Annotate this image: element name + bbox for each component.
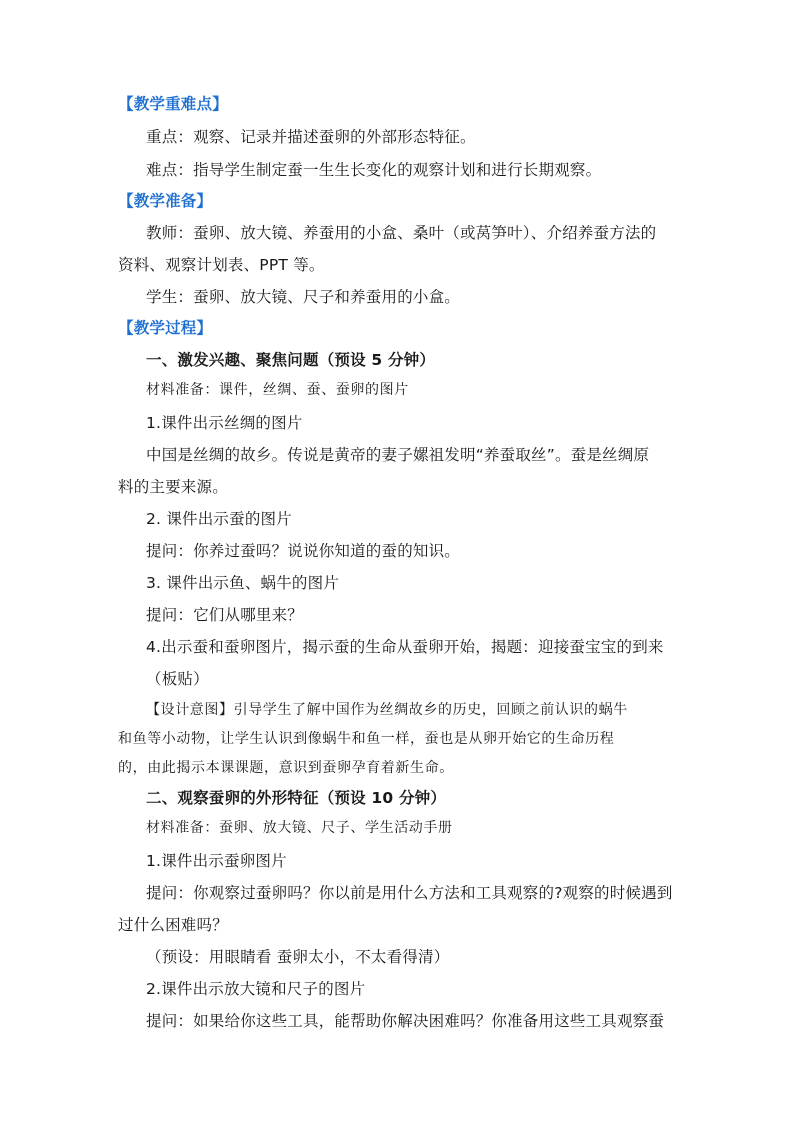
section1-step4-line2: （板贴） bbox=[146, 670, 209, 688]
heading-preparation: 【教学准备】 bbox=[118, 192, 213, 210]
section1-step1-text2: 料的主要来源。 bbox=[118, 478, 228, 496]
section2-step2-text1: 提问：如果给你这些工具，能帮助你解决困难吗？你准备用这些工具观察蚕 bbox=[146, 1012, 665, 1030]
section2-step2: 2.课件出示放大镜和尺子的图片 bbox=[146, 980, 366, 998]
section1-step2-text: 提问：你养过蚕吗？说说你知道的蚕的知识。 bbox=[146, 542, 461, 560]
section1-step1-text1: 中国是丝绸的故乡。传说是黄帝的妻子嫘祖发明“养蚕取丝”。蚕是丝绸原 bbox=[146, 446, 650, 464]
section2-step1-text1: 提问：你观察过蚕卵吗？你以前是用什么方法和工具观察的?观察的时候遇到 bbox=[146, 884, 673, 902]
section1-design-line3: 的，由此揭示本课课题，意识到蚕卵孕育着新生命。 bbox=[118, 760, 454, 776]
teacher-prep-line1: 教师：蚕卵、放大镜、养蚕用的小盒、桑叶（或莴笋叶）、介绍养蚕方法的 bbox=[146, 224, 657, 242]
section1-step1: 1.课件出示丝绸的图片 bbox=[146, 414, 303, 432]
section1-design-line2: 和鱼等小动物，让学生认识到像蜗牛和鱼一样，蚕也是从卵开始它的生命历程 bbox=[118, 731, 615, 747]
section1-title: 一、激发兴趣、聚焦问题（预设 5 分钟） bbox=[146, 351, 436, 369]
section1-design-line1: 【设计意图】引导学生了解中国作为丝绸故乡的历史，回顾之前认识的蜗牛 bbox=[146, 702, 628, 718]
section2-step1-preset: （预设：用眼睛看 蚕卵太小，不太看得清） bbox=[146, 948, 450, 966]
section2-materials: 材料准备：蚕卵、放大镜、尺子、学生活动手册 bbox=[146, 820, 453, 836]
section1-step2: 2. 课件出示蚕的图片 bbox=[146, 510, 292, 528]
section2-title: 二、观察蚕卵的外形特征（预设 10 分钟） bbox=[146, 789, 447, 807]
section1-step3-text: 提问：它们从哪里来？ bbox=[146, 606, 304, 624]
section2-step1-text2: 过什么困难吗？ bbox=[118, 916, 228, 934]
section1-step4-line1: 4.出示蚕和蚕卵图片，揭示蚕的生命从蚕卵开始，揭题：迎接蚕宝宝的到来 bbox=[146, 638, 664, 656]
section1-step3: 3. 课件出示鱼、蜗牛的图片 bbox=[146, 574, 340, 592]
key-point-text: 重点：观察、记录并描述蚕卵的外部形态特征。 bbox=[146, 128, 476, 146]
student-prep-text: 学生：蚕卵、放大镜、尺子和养蚕用的小盒。 bbox=[146, 288, 461, 306]
hard-point-text: 难点：指导学生制定蚕一生生长变化的观察计划和进行长期观察。 bbox=[146, 161, 602, 179]
heading-process: 【教学过程】 bbox=[118, 319, 213, 337]
teacher-prep-line2: 资料、观察计划表、PPT 等。 bbox=[118, 256, 325, 274]
section1-materials: 材料准备：课件，丝绸、蚕、蚕卵的图片 bbox=[146, 382, 409, 398]
section2-step1: 1.课件出示蚕卵图片 bbox=[146, 852, 287, 870]
heading-difficulty: 【教学重难点】 bbox=[118, 95, 228, 113]
